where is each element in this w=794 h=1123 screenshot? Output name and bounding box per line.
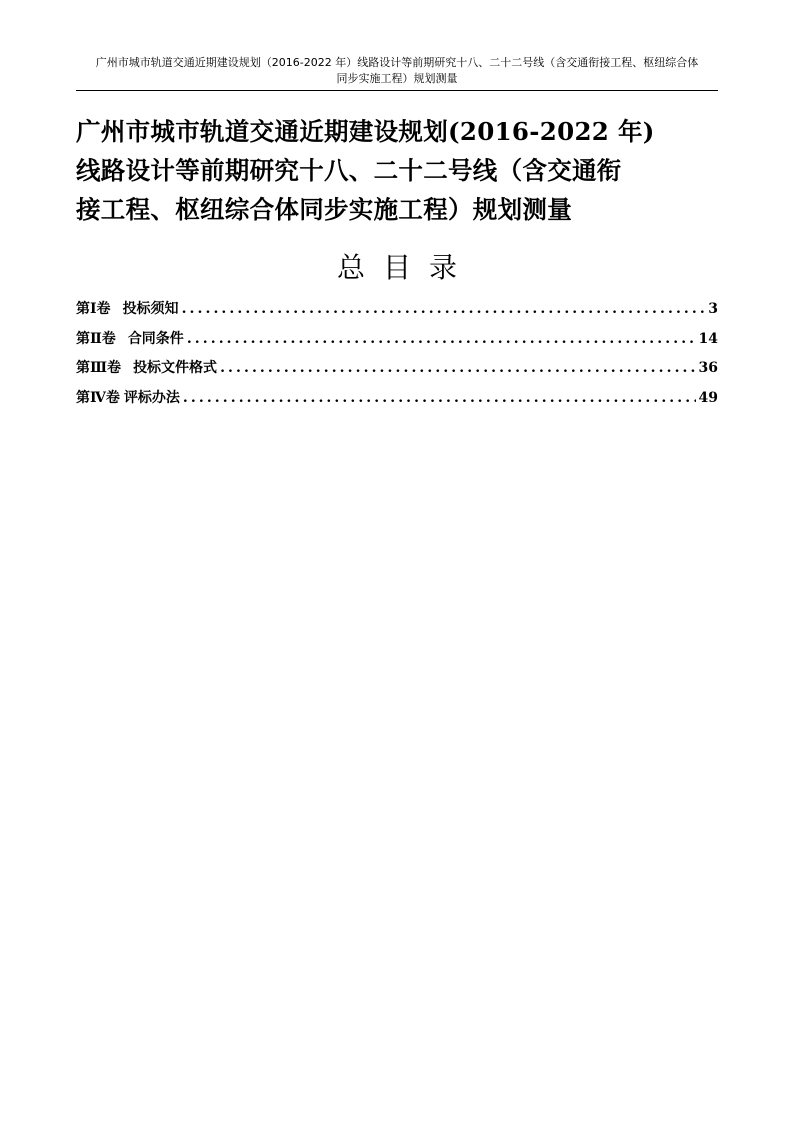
toc-volume-label: 第Ⅱ卷 xyxy=(76,330,116,347)
toc-entry-title: 投标须知 xyxy=(122,301,179,317)
toc-page-number: 36 xyxy=(698,360,718,376)
toc-entry-volume-2[interactable] xyxy=(76,325,718,355)
toc-entry-volume-4[interactable] xyxy=(76,384,718,414)
running-header xyxy=(76,55,718,87)
toc-page-number: 49 xyxy=(698,389,718,406)
title-line-2: 线路设计等前期研究十八、二十二号线（含交通衔 xyxy=(76,156,622,185)
dot-leader xyxy=(182,295,706,325)
table-of-contents xyxy=(76,295,718,413)
toc-volume-label: 第Ⅰ卷 xyxy=(76,301,111,317)
toc-entry-title: 评标办法 xyxy=(123,389,180,406)
toc-volume-label: 第Ⅲ卷 xyxy=(76,360,122,376)
toc-entry-volume-1[interactable] xyxy=(76,295,718,325)
dot-leader xyxy=(220,354,695,384)
running-header-line-2: 同步实施工程）规划测量 xyxy=(336,72,458,85)
dot-leader xyxy=(183,384,696,414)
toc-volume-label: 第Ⅳ卷 xyxy=(76,389,120,406)
toc-page-number: 14 xyxy=(698,330,718,347)
toc-entry-title: 投标文件格式 xyxy=(133,360,218,376)
running-header-line-1: 广州市城市轨道交通近期建设规划（2016-2022 年）线路设计等前期研究十八、二十二号线（含交通衔接工程、枢纽综合体 xyxy=(95,56,699,69)
dot-leader xyxy=(187,325,696,355)
toc-page-number: 3 xyxy=(708,301,718,317)
toc-heading: 总目录 xyxy=(336,251,475,284)
title-line-1: 广州市城市轨道交通近期建设规划(2016-2022 年) xyxy=(76,117,655,146)
header-divider xyxy=(76,90,718,91)
title-line-3: 接工程、枢纽综合体同步实施工程）规划测量 xyxy=(76,195,572,224)
toc-entry-volume-3[interactable] xyxy=(76,354,718,384)
toc-entry-title: 合同条件 xyxy=(127,330,184,347)
document-title xyxy=(76,112,721,229)
